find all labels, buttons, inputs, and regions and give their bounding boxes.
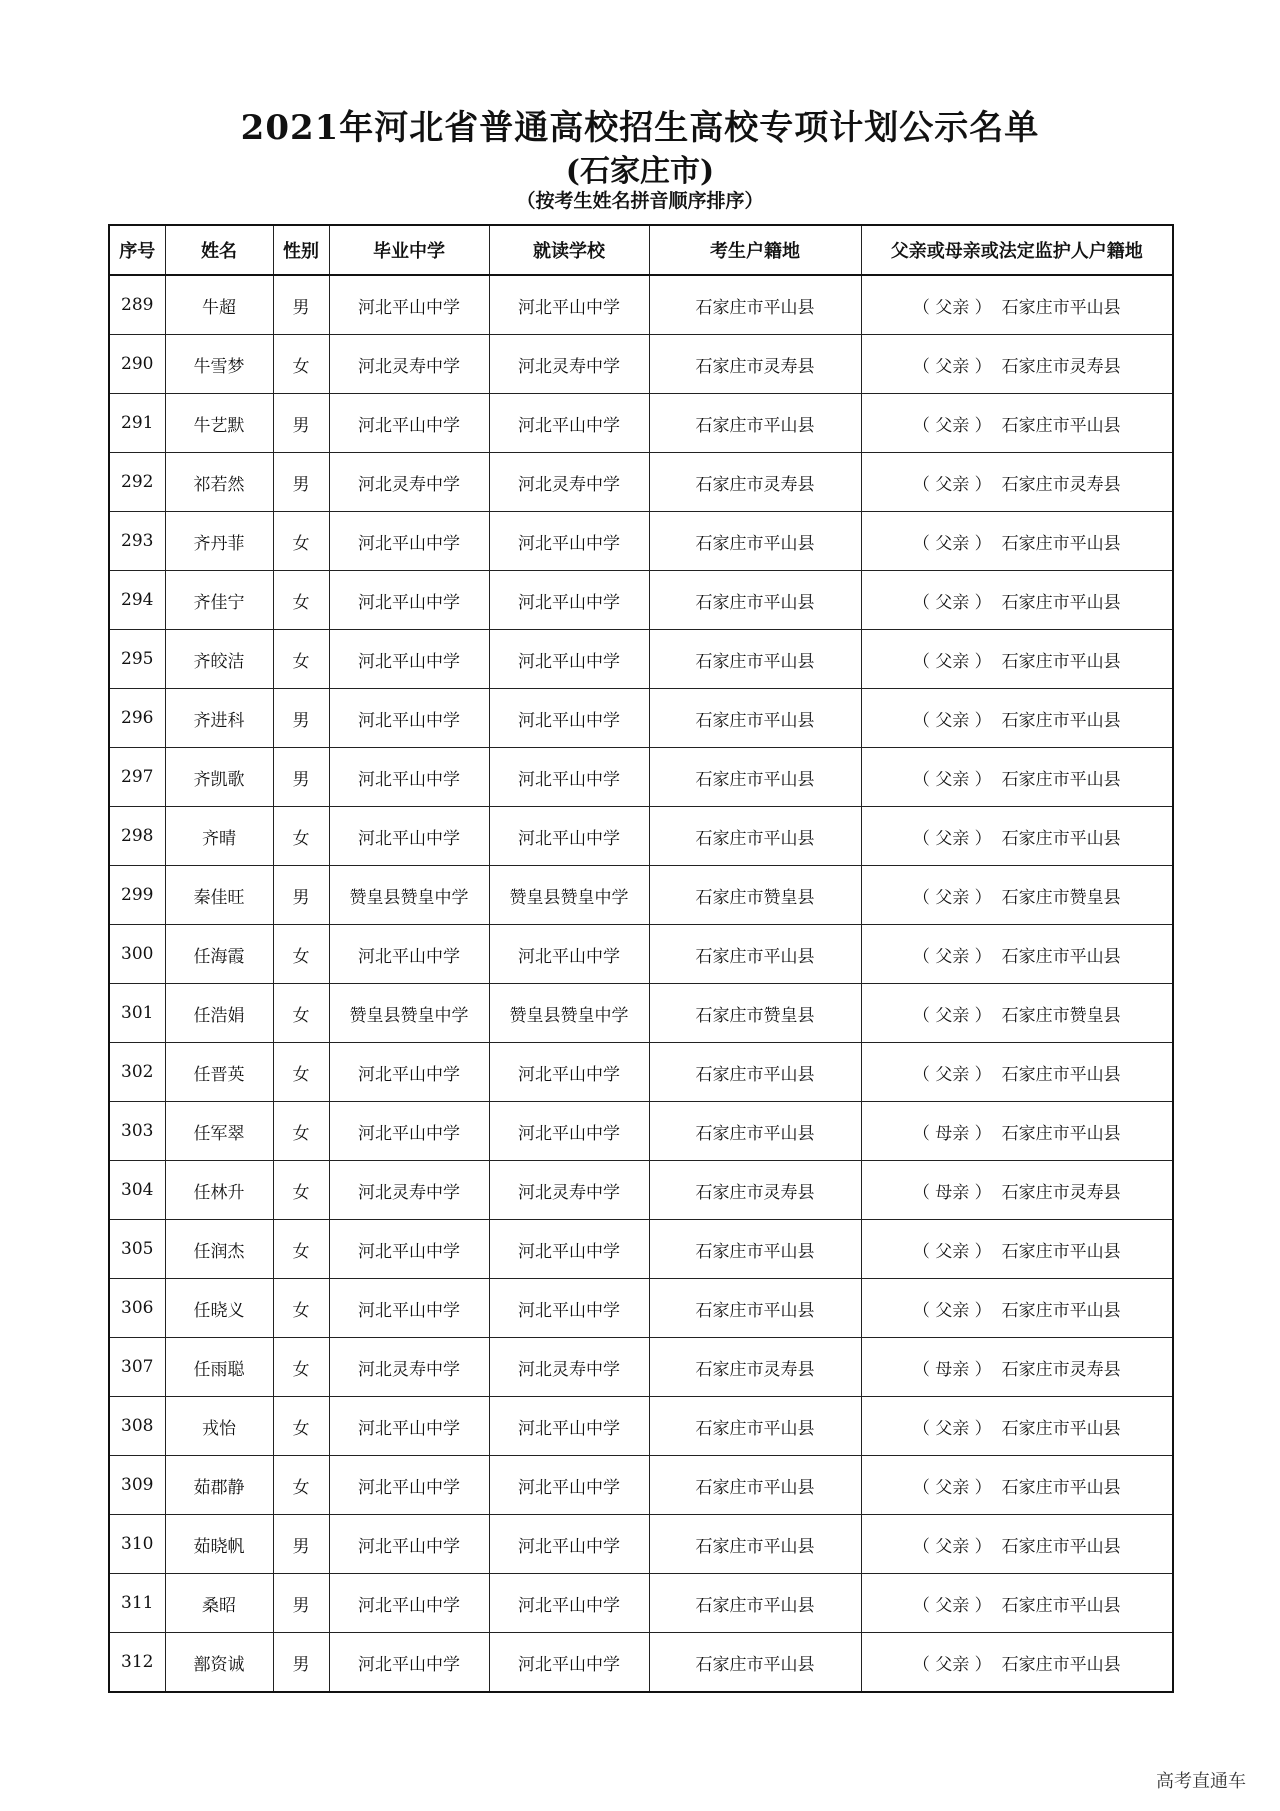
cell-residence: 石家庄市平山县 [649,1102,861,1161]
cell-grad-school: 河北平山中学 [329,807,489,866]
cell-no: 299 [109,866,165,925]
guardian-relation: （ 父亲 ） [912,1536,992,1557]
table-row [109,925,1173,984]
table-row [109,1161,1173,1220]
cell-no: 297 [109,748,165,807]
cell-residence: 石家庄市赞皇县 [649,984,861,1043]
cell-attend-school: 河北平山中学 [489,1397,649,1456]
cell-no: 302 [109,1043,165,1102]
guardian-residence: 石家庄市平山县 [1001,1418,1121,1439]
cell-residence: 石家庄市平山县 [649,571,861,630]
cell-gender: 男 [273,275,329,335]
cell-guardian-residence [861,689,1173,748]
cell-grad-school: 河北平山中学 [329,748,489,807]
cell-gender: 女 [273,1338,329,1397]
table-row [109,1574,1173,1633]
cell-name: 任浩娟 [165,984,273,1043]
cell-grad-school: 河北灵寿中学 [329,453,489,512]
cell-no: 291 [109,394,165,453]
cell-attend-school: 河北灵寿中学 [489,1161,649,1220]
table-row [109,689,1173,748]
cell-guardian-residence [861,630,1173,689]
guardian-residence: 石家庄市赞皇县 [1001,1005,1121,1026]
cell-gender: 女 [273,1397,329,1456]
guardian-relation: （ 父亲 ） [912,1654,992,1675]
cell-attend-school: 赞皇县赞皇中学 [489,866,649,925]
guardian-relation: （ 父亲 ） [912,415,992,436]
cell-no: 309 [109,1456,165,1515]
cell-gender: 男 [273,394,329,453]
cell-guardian-residence [861,335,1173,394]
cell-gender: 男 [273,1574,329,1633]
cell-residence: 石家庄市平山县 [649,1456,861,1515]
cell-name: 牛雪梦 [165,335,273,394]
cell-no: 306 [109,1279,165,1338]
cell-name: 牛超 [165,275,273,335]
cell-guardian-residence [861,571,1173,630]
cell-attend-school: 河北灵寿中学 [489,335,649,394]
cell-residence: 石家庄市平山县 [649,748,861,807]
table-header-row [109,225,1173,275]
cell-grad-school: 河北平山中学 [329,571,489,630]
table-row [109,1043,1173,1102]
cell-residence: 石家庄市灵寿县 [649,335,861,394]
cell-residence: 石家庄市平山县 [649,689,861,748]
cell-no: 293 [109,512,165,571]
cell-residence: 石家庄市灵寿县 [649,1161,861,1220]
cell-no: 310 [109,1515,165,1574]
cell-gender: 女 [273,984,329,1043]
guardian-residence: 石家庄市灵寿县 [1001,1182,1121,1203]
table-row [109,1220,1173,1279]
table-row [109,512,1173,571]
cell-name: 鄯资诚 [165,1633,273,1693]
cell-residence: 石家庄市平山县 [649,394,861,453]
cell-attend-school: 河北平山中学 [489,1456,649,1515]
cell-guardian-residence [861,984,1173,1043]
cell-grad-school: 河北平山中学 [329,512,489,571]
cell-name: 秦佳旺 [165,866,273,925]
table-row [109,1338,1173,1397]
guardian-residence: 石家庄市平山县 [1001,1536,1121,1557]
cell-grad-school: 河北平山中学 [329,1574,489,1633]
table-row [109,571,1173,630]
cell-guardian-residence [861,1220,1173,1279]
cell-grad-school: 赞皇县赞皇中学 [329,866,489,925]
cell-grad-school: 河北平山中学 [329,1633,489,1693]
cell-residence: 石家庄市赞皇县 [649,866,861,925]
cell-name: 任海霞 [165,925,273,984]
cell-attend-school: 河北平山中学 [489,807,649,866]
cell-guardian-residence [861,275,1173,335]
guardian-residence: 石家庄市平山县 [1001,297,1121,318]
cell-residence: 石家庄市平山县 [649,630,861,689]
cell-guardian-residence [861,807,1173,866]
table-row [109,1515,1173,1574]
cell-grad-school: 河北平山中学 [329,630,489,689]
guardian-relation: （ 母亲 ） [912,1182,992,1203]
header-name: 姓名 [165,225,273,275]
cell-name: 任林升 [165,1161,273,1220]
cell-guardian-residence [861,1633,1173,1693]
guardian-relation: （ 父亲 ） [912,1595,992,1616]
table-row [109,275,1173,335]
cell-no: 292 [109,453,165,512]
table-row [109,1102,1173,1161]
guardian-relation: （ 父亲 ） [912,1418,992,1439]
cell-name: 任晋英 [165,1043,273,1102]
guardian-residence: 石家庄市平山县 [1001,592,1121,613]
cell-residence: 石家庄市平山县 [649,1279,861,1338]
cell-name: 任晓义 [165,1279,273,1338]
cell-gender: 女 [273,512,329,571]
cell-gender: 女 [273,807,329,866]
cell-gender: 男 [273,1633,329,1693]
guardian-relation: （ 父亲 ） [912,887,992,908]
cell-guardian-residence [861,394,1173,453]
guardian-residence: 石家庄市平山县 [1001,710,1121,731]
cell-attend-school: 河北平山中学 [489,1279,649,1338]
guardian-residence: 石家庄市灵寿县 [1001,356,1121,377]
cell-guardian-residence [861,866,1173,925]
cell-name: 桑昭 [165,1574,273,1633]
cell-gender: 女 [273,571,329,630]
cell-name: 齐进科 [165,689,273,748]
cell-no: 311 [109,1574,165,1633]
guardian-residence: 石家庄市平山县 [1001,828,1121,849]
cell-attend-school: 河北平山中学 [489,512,649,571]
cell-grad-school: 河北灵寿中学 [329,1161,489,1220]
cell-grad-school: 河北平山中学 [329,394,489,453]
guardian-relation: （ 父亲 ） [912,1005,992,1026]
cell-gender: 男 [273,689,329,748]
guardian-residence: 石家庄市平山县 [1001,1595,1121,1616]
guardian-relation: （ 母亲 ） [912,1123,992,1144]
table-row [109,807,1173,866]
table-row [109,748,1173,807]
guardian-relation: （ 父亲 ） [912,592,992,613]
cell-no: 301 [109,984,165,1043]
cell-no: 295 [109,630,165,689]
watermark: 高考直通车 [1156,1771,1246,1792]
cell-name: 茹晓帆 [165,1515,273,1574]
cell-name: 齐晴 [165,807,273,866]
cell-no: 312 [109,1633,165,1693]
cell-grad-school: 河北平山中学 [329,1456,489,1515]
cell-grad-school: 河北灵寿中学 [329,335,489,394]
cell-name: 任润杰 [165,1220,273,1279]
cell-gender: 女 [273,1456,329,1515]
cell-guardian-residence [861,512,1173,571]
cell-name: 戎怡 [165,1397,273,1456]
cell-gender: 女 [273,1220,329,1279]
guardian-residence: 石家庄市灵寿县 [1001,474,1121,495]
cell-gender: 女 [273,1102,329,1161]
cell-guardian-residence [861,453,1173,512]
header-guardian-residence: 父亲或母亲或法定监护人户籍地 [861,225,1173,275]
header-gender: 性别 [273,225,329,275]
guardian-residence: 石家庄市平山县 [1001,1123,1121,1144]
guardian-relation: （ 父亲 ） [912,710,992,731]
cell-residence: 石家庄市平山县 [649,1633,861,1693]
cell-attend-school: 河北平山中学 [489,1220,649,1279]
header-no: 序号 [109,225,165,275]
cell-gender: 男 [273,748,329,807]
guardian-residence: 石家庄市平山县 [1001,651,1121,672]
guardian-relation: （ 父亲 ） [912,356,992,377]
cell-residence: 石家庄市平山县 [649,1515,861,1574]
cell-name: 齐凯歌 [165,748,273,807]
cell-name: 任军翠 [165,1102,273,1161]
cell-guardian-residence [861,1397,1173,1456]
cell-no: 305 [109,1220,165,1279]
cell-no: 296 [109,689,165,748]
table-row [109,630,1173,689]
cell-attend-school: 河北平山中学 [489,1102,649,1161]
cell-attend-school: 河北平山中学 [489,748,649,807]
sort-note: （按考生姓名拼音顺序排序） [516,190,764,212]
header-grad-school: 毕业中学 [329,225,489,275]
guardian-residence: 石家庄市平山县 [1001,769,1121,790]
cell-guardian-residence [861,748,1173,807]
guardian-residence: 石家庄市平山县 [1001,1064,1121,1085]
cell-residence: 石家庄市平山县 [649,1397,861,1456]
table-row [109,1397,1173,1456]
guardian-residence: 石家庄市赞皇县 [1001,887,1121,908]
cell-residence: 石家庄市平山县 [649,512,861,571]
cell-attend-school: 河北平山中学 [489,1574,649,1633]
document-subtitle: (石家庄市) [565,154,715,189]
table-body [109,275,1173,1692]
guardian-residence: 石家庄市平山县 [1001,1477,1121,1498]
cell-gender: 女 [273,925,329,984]
cell-grad-school: 河北灵寿中学 [329,1338,489,1397]
guardian-relation: （ 父亲 ） [912,533,992,554]
cell-attend-school: 赞皇县赞皇中学 [489,984,649,1043]
table-row [109,866,1173,925]
cell-guardian-residence [861,1279,1173,1338]
roster-table [108,224,1174,1693]
cell-residence: 石家庄市平山县 [649,1220,861,1279]
cell-attend-school: 河北平山中学 [489,689,649,748]
table-row [109,394,1173,453]
cell-name: 祁若然 [165,453,273,512]
header-attend-school: 就读学校 [489,225,649,275]
header-residence: 考生户籍地 [649,225,861,275]
cell-no: 304 [109,1161,165,1220]
cell-gender: 男 [273,1515,329,1574]
cell-gender: 男 [273,866,329,925]
cell-name: 齐佳宁 [165,571,273,630]
cell-grad-school: 河北平山中学 [329,689,489,748]
cell-residence: 石家庄市平山县 [649,807,861,866]
table-row [109,453,1173,512]
guardian-relation: （ 父亲 ） [912,1241,992,1262]
cell-guardian-residence [861,925,1173,984]
cell-guardian-residence [861,1102,1173,1161]
cell-residence: 石家庄市平山县 [649,1574,861,1633]
cell-guardian-residence [861,1515,1173,1574]
cell-guardian-residence [861,1161,1173,1220]
cell-name: 齐皎洁 [165,630,273,689]
guardian-relation: （ 父亲 ） [912,1300,992,1321]
cell-gender: 女 [273,1161,329,1220]
cell-name: 茹郡静 [165,1456,273,1515]
cell-residence: 石家庄市平山县 [649,275,861,335]
cell-attend-school: 河北平山中学 [489,571,649,630]
cell-residence: 石家庄市平山县 [649,1043,861,1102]
cell-guardian-residence [861,1456,1173,1515]
guardian-residence: 石家庄市平山县 [1001,415,1121,436]
cell-grad-school: 河北平山中学 [329,1279,489,1338]
cell-attend-school: 河北灵寿中学 [489,1338,649,1397]
cell-name: 任雨聪 [165,1338,273,1397]
guardian-relation: （ 父亲 ） [912,1064,992,1085]
cell-no: 289 [109,275,165,335]
guardian-residence: 石家庄市平山县 [1001,1654,1121,1675]
cell-guardian-residence [861,1043,1173,1102]
cell-no: 308 [109,1397,165,1456]
table-row [109,984,1173,1043]
cell-guardian-residence [861,1338,1173,1397]
guardian-residence: 石家庄市平山县 [1001,1300,1121,1321]
guardian-relation: （ 父亲 ） [912,651,992,672]
document-title: 2021年河北省普通高校招生高校专项计划公示名单 [240,108,1040,148]
cell-residence: 石家庄市灵寿县 [649,1338,861,1397]
guardian-residence: 石家庄市平山县 [1001,946,1121,967]
guardian-relation: （ 母亲 ） [912,1359,992,1380]
cell-no: 300 [109,925,165,984]
cell-name: 齐丹菲 [165,512,273,571]
cell-grad-school: 河北平山中学 [329,275,489,335]
cell-no: 290 [109,335,165,394]
cell-residence: 石家庄市平山县 [649,925,861,984]
cell-gender: 男 [273,453,329,512]
cell-grad-school: 河北平山中学 [329,1397,489,1456]
cell-grad-school: 河北平山中学 [329,1102,489,1161]
cell-guardian-residence [861,1574,1173,1633]
table-row [109,335,1173,394]
table-row [109,1279,1173,1338]
cell-attend-school: 河北灵寿中学 [489,453,649,512]
cell-grad-school: 河北平山中学 [329,1515,489,1574]
cell-no: 307 [109,1338,165,1397]
cell-grad-school: 河北平山中学 [329,1043,489,1102]
cell-attend-school: 河北平山中学 [489,1633,649,1693]
guardian-relation: （ 父亲 ） [912,946,992,967]
guardian-relation: （ 父亲 ） [912,769,992,790]
guardian-relation: （ 父亲 ） [912,297,992,318]
table-row [109,1456,1173,1515]
cell-no: 303 [109,1102,165,1161]
guardian-relation: （ 父亲 ） [912,1477,992,1498]
cell-attend-school: 河北平山中学 [489,394,649,453]
cell-grad-school: 河北平山中学 [329,1220,489,1279]
cell-grad-school: 河北平山中学 [329,925,489,984]
cell-no: 294 [109,571,165,630]
cell-name: 牛艺默 [165,394,273,453]
cell-gender: 女 [273,1279,329,1338]
cell-attend-school: 河北平山中学 [489,925,649,984]
cell-residence: 石家庄市灵寿县 [649,453,861,512]
table-row [109,1633,1173,1693]
guardian-residence: 石家庄市平山县 [1001,1241,1121,1262]
cell-gender: 女 [273,335,329,394]
cell-attend-school: 河北平山中学 [489,1043,649,1102]
cell-gender: 女 [273,1043,329,1102]
cell-grad-school: 赞皇县赞皇中学 [329,984,489,1043]
guardian-residence: 石家庄市平山县 [1001,533,1121,554]
cell-gender: 女 [273,630,329,689]
guardian-residence: 石家庄市灵寿县 [1001,1359,1121,1380]
cell-attend-school: 河北平山中学 [489,275,649,335]
cell-attend-school: 河北平山中学 [489,630,649,689]
guardian-relation: （ 父亲 ） [912,828,992,849]
cell-attend-school: 河北平山中学 [489,1515,649,1574]
guardian-relation: （ 父亲 ） [912,474,992,495]
cell-no: 298 [109,807,165,866]
